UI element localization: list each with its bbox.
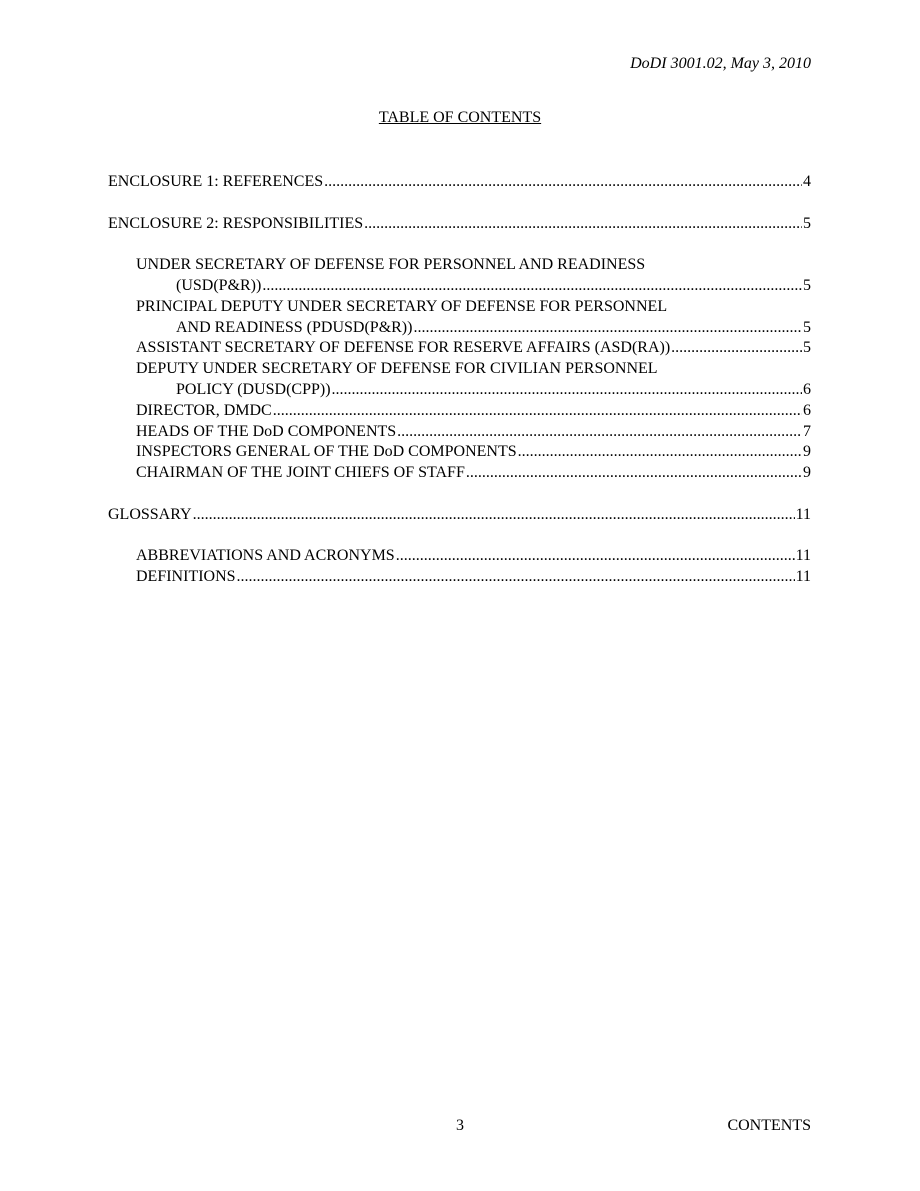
toc-entry-cjcs[interactable] bbox=[108, 463, 811, 484]
toc-page-number: 11 bbox=[795, 505, 811, 523]
dot-leader bbox=[364, 214, 802, 235]
footer-label: CONTENTS bbox=[727, 1117, 811, 1134]
toc-entry-text: DIRECTOR, DMDC bbox=[136, 401, 272, 419]
toc-entry-text: ENCLOSURE 2: RESPONSIBILITIES bbox=[108, 214, 364, 232]
toc-page-number: 5 bbox=[803, 318, 811, 336]
toc-page-number: 5 bbox=[803, 339, 811, 357]
toc-entry-text: (USD(P&R)) bbox=[176, 276, 262, 294]
toc-title: TABLE OF CONTENTS bbox=[378, 109, 542, 126]
dot-leader bbox=[324, 172, 802, 193]
toc-entry-heads-dod-components[interactable] bbox=[108, 422, 811, 443]
toc-entry-director-dmdc[interactable] bbox=[108, 401, 811, 422]
toc-page-number: 11 bbox=[795, 568, 811, 586]
dot-leader bbox=[273, 401, 802, 422]
toc-entry-inspectors-general[interactable] bbox=[108, 442, 811, 463]
toc-page-number: 6 bbox=[803, 380, 811, 398]
dot-leader bbox=[397, 422, 802, 443]
dot-leader bbox=[518, 442, 802, 463]
toc-entry-text: DEPUTY UNDER SECRETARY OF DEFENSE FOR CIVILIAN PERSONNEL bbox=[136, 360, 658, 378]
toc-page-number: 9 bbox=[803, 464, 811, 482]
toc-page-number: 9 bbox=[803, 443, 811, 461]
toc-entry-text: UNDER SECRETARY OF DEFENSE FOR PERSONNEL AND READINESS bbox=[136, 256, 646, 274]
toc-entry-text: AND READINESS (PDUSD(P&R)) bbox=[176, 318, 413, 336]
table-of-contents bbox=[108, 172, 811, 588]
toc-entry-text: CHAIRMAN OF THE JOINT CHIEFS OF STAFF bbox=[136, 464, 465, 482]
document-header: DoDI 3001.02, May 3, 2010 bbox=[630, 55, 811, 72]
toc-page-number: 7 bbox=[803, 422, 811, 440]
dot-leader bbox=[671, 338, 802, 359]
dot-leader bbox=[262, 276, 802, 297]
toc-entry-dusdcpp[interactable] bbox=[108, 359, 811, 401]
toc-entry-text: INSPECTORS GENERAL OF THE DoD COMPONENTS bbox=[136, 443, 517, 461]
toc-entry-text: ASSISTANT SECRETARY OF DEFENSE FOR RESERVE AFFAIRS (ASD(RA)) bbox=[136, 339, 671, 357]
toc-entry-text: DEFINITIONS bbox=[136, 568, 236, 586]
dot-leader bbox=[396, 546, 795, 567]
toc-entry-glossary[interactable] bbox=[108, 505, 811, 526]
toc-entry-text: GLOSSARY bbox=[108, 505, 192, 523]
toc-entry-text: POLICY (DUSD(CPP)) bbox=[176, 380, 331, 398]
dot-leader bbox=[413, 318, 802, 339]
toc-entry-text: ENCLOSURE 1: REFERENCES bbox=[108, 173, 324, 190]
toc-entry-enclosure-1[interactable] bbox=[108, 172, 811, 193]
toc-entry-abbreviations[interactable] bbox=[108, 546, 811, 567]
toc-entry-text: HEADS OF THE DoD COMPONENTS bbox=[136, 422, 397, 440]
dot-leader bbox=[466, 463, 802, 484]
toc-page-number: 5 bbox=[803, 214, 811, 232]
toc-page-number: 4 bbox=[803, 173, 811, 190]
toc-entry-text: PRINCIPAL DEPUTY UNDER SECRETARY OF DEFENSE FOR PERSONNEL bbox=[136, 297, 668, 315]
toc-entry-text: ABBREVIATIONS AND ACRONYMS bbox=[136, 547, 395, 565]
dot-leader bbox=[193, 505, 795, 526]
toc-entry-enclosure-2[interactable] bbox=[108, 214, 811, 235]
dot-leader bbox=[332, 380, 802, 401]
toc-entry-definitions[interactable] bbox=[108, 567, 811, 588]
toc-entry-asdra[interactable] bbox=[108, 338, 811, 359]
toc-entry-pdusdpr[interactable] bbox=[108, 297, 811, 339]
toc-page-number: 6 bbox=[803, 401, 811, 419]
toc-page-number: 5 bbox=[803, 276, 811, 294]
footer-page-number: 3 bbox=[456, 1117, 464, 1134]
toc-page-number: 11 bbox=[795, 547, 811, 565]
dot-leader bbox=[237, 567, 795, 588]
toc-entry-usdpr[interactable] bbox=[108, 255, 811, 297]
